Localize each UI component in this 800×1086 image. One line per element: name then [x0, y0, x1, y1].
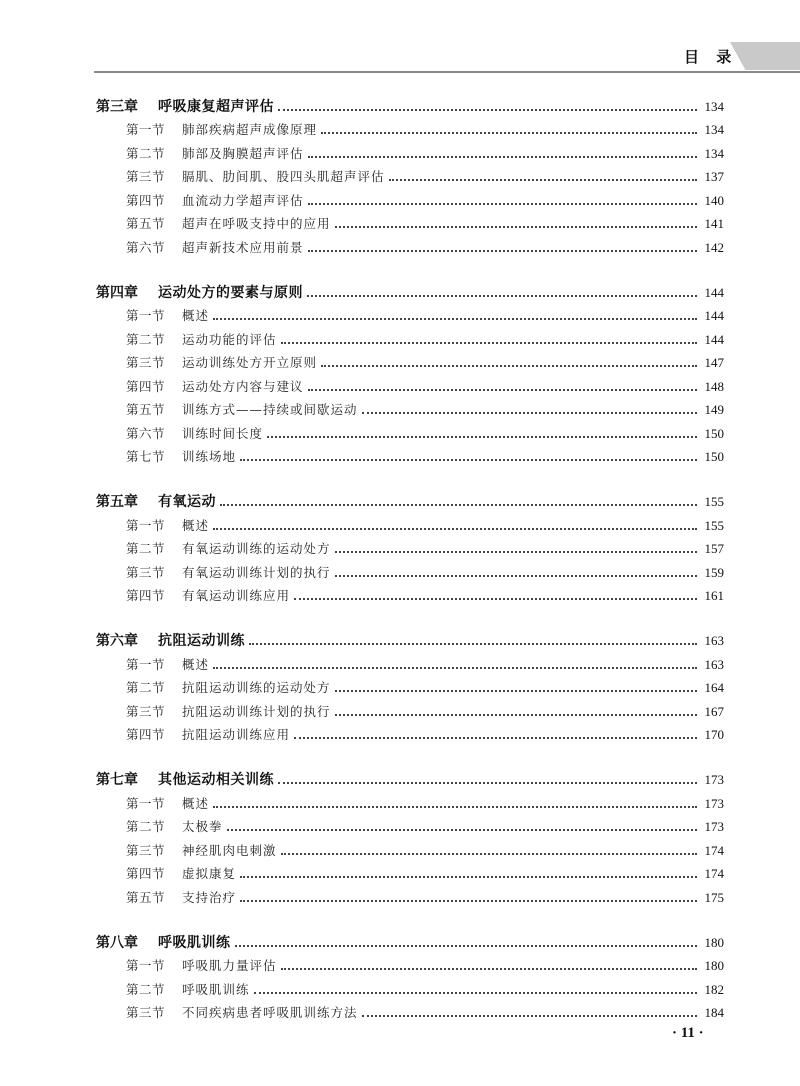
entry-title: 其他运动相关训练 — [158, 772, 274, 788]
leader-dots — [281, 342, 697, 344]
entry-page-number: 134 — [704, 122, 724, 137]
entry-page-number: 149 — [704, 402, 724, 417]
entry-page-number: 144 — [704, 284, 724, 300]
entry-title: 呼吸肌训练 — [182, 981, 250, 997]
entry-number: 第二节 — [126, 541, 166, 556]
entry-page-number: 174 — [704, 866, 724, 881]
entry-number: 第五节 — [126, 216, 166, 231]
toc-section-entry[interactable] — [96, 420, 724, 444]
entry-page-number: 147 — [704, 355, 724, 370]
leader-dots — [335, 575, 697, 577]
toc-chapter — [96, 929, 724, 1023]
entry-title: 有氧运动 — [158, 494, 216, 510]
leader-dots — [235, 945, 698, 947]
entry-title: 呼吸康复超声评估 — [158, 98, 274, 115]
entry-number: 第四章 — [96, 284, 138, 301]
leader-dots — [307, 295, 697, 297]
toc-section-entry[interactable] — [96, 187, 724, 211]
toc-section-entry[interactable] — [96, 512, 724, 536]
toc-chapter-entry[interactable] — [96, 279, 724, 303]
toc-section-entry[interactable] — [96, 444, 724, 468]
entry-number: 第四节 — [126, 727, 166, 742]
toc-section-entry[interactable] — [96, 953, 724, 977]
toc-chapter-entry[interactable] — [96, 767, 724, 791]
entry-number: 第二节 — [126, 819, 166, 834]
toc-section-entry[interactable] — [96, 397, 724, 421]
entry-title: 概述 — [182, 517, 210, 533]
leader-dots — [281, 968, 697, 970]
entry-title: 抗阻运动训练应用 — [182, 727, 291, 742]
toc-section-entry[interactable] — [96, 861, 724, 885]
entry-page-number: 155 — [704, 517, 724, 533]
chapter-gap — [96, 467, 724, 489]
entry-title: 神经肌肉电刺激 — [182, 842, 277, 858]
entry-title: 膈肌、肋间肌、股四头肌超声评估 — [182, 169, 385, 184]
leader-dots — [294, 737, 697, 739]
toc-section-entry[interactable] — [96, 326, 724, 350]
entry-number: 第一节 — [126, 122, 166, 137]
entry-number: 第四节 — [126, 378, 166, 394]
entry-number: 第一节 — [126, 795, 166, 811]
toc-section-entry[interactable] — [96, 651, 724, 675]
page-number: · 11 · — [672, 1025, 704, 1041]
entry-page-number: 173 — [704, 795, 724, 811]
entry-page-number: 142 — [704, 239, 724, 255]
entry-title: 概述 — [182, 656, 210, 672]
entry-number: 第三节 — [126, 564, 166, 580]
entry-number: 第八章 — [96, 934, 138, 951]
entry-title: 抗阻运动训练的运动处方 — [182, 680, 331, 695]
leader-dots — [281, 853, 697, 855]
leader-dots — [321, 132, 697, 134]
entry-page-number: 164 — [704, 680, 724, 695]
entry-page-number: 174 — [704, 842, 724, 858]
entry-title: 运动训练处方开立原则 — [182, 355, 318, 370]
entry-page-number: 144 — [704, 331, 724, 347]
leader-dots — [213, 318, 697, 320]
entry-title: 抗阻运动训练计划的执行 — [182, 703, 331, 719]
leader-dots — [240, 459, 697, 461]
toc-chapter-entry[interactable] — [96, 628, 724, 652]
toc-chapter — [96, 93, 724, 258]
leader-dots — [249, 643, 697, 645]
entry-number: 第一节 — [126, 308, 166, 323]
entry-number: 第四节 — [126, 588, 166, 603]
entry-title: 超声新技术应用前景 — [182, 239, 304, 255]
toc-section-entry[interactable] — [96, 350, 724, 374]
entry-page-number: 170 — [704, 727, 724, 742]
table-of-contents — [96, 93, 724, 1023]
entry-number: 第六节 — [126, 239, 166, 255]
leader-dots — [308, 156, 697, 158]
toc-section-entry[interactable] — [96, 1000, 724, 1024]
chapter-gap — [96, 606, 724, 628]
entry-title: 有氧运动训练计划的执行 — [182, 564, 331, 580]
entry-number: 第二节 — [126, 981, 166, 997]
entry-number: 第三节 — [126, 355, 166, 370]
entry-page-number: 134 — [704, 98, 724, 114]
toc-section-entry[interactable] — [96, 583, 724, 607]
entry-page-number: 161 — [704, 588, 724, 603]
entry-title: 肺部疾病超声成像原理 — [182, 122, 318, 137]
entry-page-number: 150 — [704, 425, 724, 441]
toc-chapter-entry[interactable] — [96, 929, 724, 953]
leader-dots — [335, 226, 697, 228]
entry-page-number: 148 — [704, 378, 724, 394]
entry-title: 概述 — [182, 308, 210, 323]
entry-page-number: 180 — [704, 958, 724, 973]
toc-section-entry[interactable] — [96, 790, 724, 814]
entry-title: 抗阻运动训练 — [158, 633, 245, 649]
entry-number: 第二节 — [126, 331, 166, 347]
leader-dots — [240, 900, 697, 902]
entry-number: 第三节 — [126, 842, 166, 858]
toc-section-entry[interactable] — [96, 536, 724, 560]
toc-section-entry[interactable] — [96, 211, 724, 235]
entry-page-number: 140 — [704, 192, 724, 208]
entry-title: 训练时间长度 — [182, 425, 264, 441]
toc-section-entry[interactable] — [96, 303, 724, 327]
leader-dots — [294, 598, 697, 600]
entry-number: 第三节 — [126, 1005, 166, 1020]
chapter-gap — [96, 908, 724, 930]
toc-section-entry[interactable] — [96, 698, 724, 722]
leader-dots — [220, 504, 697, 506]
entry-page-number: 184 — [704, 1005, 724, 1020]
leader-dots — [308, 250, 697, 252]
leader-dots — [308, 203, 697, 205]
toc-section-entry[interactable] — [96, 814, 724, 838]
entry-title: 有氧运动训练应用 — [182, 588, 291, 603]
leader-dots — [213, 806, 697, 808]
leader-dots — [227, 829, 697, 831]
toc-chapter — [96, 767, 724, 908]
entry-page-number: 157 — [704, 541, 724, 556]
entry-page-number: 163 — [704, 633, 724, 648]
entry-number: 第三节 — [126, 169, 166, 184]
entry-number: 第五节 — [126, 402, 166, 417]
leader-dots — [321, 365, 697, 367]
entry-page-number: 180 — [704, 934, 724, 950]
running-header-title: 目 录 — [684, 48, 738, 66]
leader-dots — [213, 667, 697, 669]
toc-section-entry[interactable] — [96, 675, 724, 699]
entry-number: 第一节 — [126, 958, 166, 973]
leader-dots — [362, 412, 697, 414]
entry-number: 第四节 — [126, 866, 166, 881]
entry-title: 运动处方内容与建议 — [182, 378, 304, 394]
chapter-gap — [96, 745, 724, 767]
leader-dots — [278, 782, 697, 784]
entry-title: 训练场地 — [182, 449, 237, 464]
header-tab-decoration — [730, 42, 800, 70]
entry-number: 第七章 — [96, 772, 138, 788]
leader-dots — [362, 1015, 697, 1017]
toc-section-entry[interactable] — [96, 117, 724, 141]
entry-page-number: 134 — [704, 145, 724, 161]
toc-section-entry[interactable] — [96, 976, 724, 1000]
toc-chapter-entry[interactable] — [96, 489, 724, 513]
entry-number: 第二节 — [126, 145, 166, 161]
entry-page-number: 137 — [704, 169, 724, 184]
leader-dots — [335, 551, 697, 553]
entry-number: 第五章 — [96, 494, 138, 510]
entry-number: 第七节 — [126, 449, 166, 464]
entry-page-number: 150 — [704, 449, 724, 464]
entry-number: 第一节 — [126, 656, 166, 672]
entry-number: 第六章 — [96, 633, 138, 649]
entry-number: 第六节 — [126, 425, 166, 441]
chapter-gap — [96, 258, 724, 280]
entry-number: 第一节 — [126, 517, 166, 533]
entry-title: 虚拟康复 — [182, 866, 237, 881]
entry-number: 第三节 — [126, 703, 166, 719]
leader-dots — [278, 109, 697, 111]
leader-dots — [335, 714, 697, 716]
entry-number: 第五节 — [126, 889, 166, 905]
entry-page-number: 173 — [704, 819, 724, 834]
leader-dots — [308, 389, 697, 391]
entry-title: 运动处方的要素与原则 — [158, 284, 303, 301]
entry-number: 第二节 — [126, 680, 166, 695]
leader-dots — [254, 992, 697, 994]
leader-dots — [267, 436, 697, 438]
toc-section-entry[interactable] — [96, 164, 724, 188]
toc-section-entry[interactable] — [96, 837, 724, 861]
entry-title: 有氧运动训练的运动处方 — [182, 541, 331, 556]
entry-title: 超声在呼吸支持中的应用 — [182, 216, 331, 231]
toc-section-entry[interactable] — [96, 722, 724, 746]
entry-title: 太极拳 — [182, 819, 223, 834]
entry-title: 支持治疗 — [182, 889, 237, 905]
entry-page-number: 141 — [704, 216, 724, 231]
entry-page-number: 159 — [704, 564, 724, 580]
entry-page-number: 173 — [704, 772, 724, 787]
leader-dots — [335, 690, 697, 692]
entry-title: 运动功能的评估 — [182, 331, 277, 347]
toc-chapter-entry[interactable] — [96, 93, 724, 117]
toc-section-entry[interactable] — [96, 234, 724, 258]
entry-title: 训练方式——持续或间歇运动 — [182, 402, 358, 417]
entry-page-number: 182 — [704, 981, 724, 997]
toc-section-entry[interactable] — [96, 884, 724, 908]
entry-title: 呼吸肌训练 — [158, 934, 231, 951]
toc-chapter — [96, 279, 724, 467]
entry-title: 血流动力学超声评估 — [182, 192, 304, 208]
entry-title: 不同疾病患者呼吸肌训练方法 — [182, 1005, 358, 1020]
toc-section-entry[interactable] — [96, 559, 724, 583]
entry-number: 第三章 — [96, 98, 138, 115]
entry-page-number: 163 — [704, 656, 724, 672]
entry-number: 第四节 — [126, 192, 166, 208]
entry-page-number: 175 — [704, 889, 724, 905]
entry-page-number: 144 — [704, 308, 724, 323]
entry-title: 肺部及胸膜超声评估 — [182, 145, 304, 161]
toc-section-entry[interactable] — [96, 140, 724, 164]
entry-page-number: 155 — [704, 494, 724, 509]
entry-title: 概述 — [182, 795, 210, 811]
toc-chapter — [96, 628, 724, 746]
toc-chapter — [96, 489, 724, 607]
toc-section-entry[interactable] — [96, 373, 724, 397]
leader-dots — [213, 528, 697, 530]
entry-title: 呼吸肌力量评估 — [182, 958, 277, 973]
header-rule — [94, 71, 800, 73]
leader-dots — [389, 179, 697, 181]
leader-dots — [240, 876, 697, 878]
entry-page-number: 167 — [704, 703, 724, 719]
